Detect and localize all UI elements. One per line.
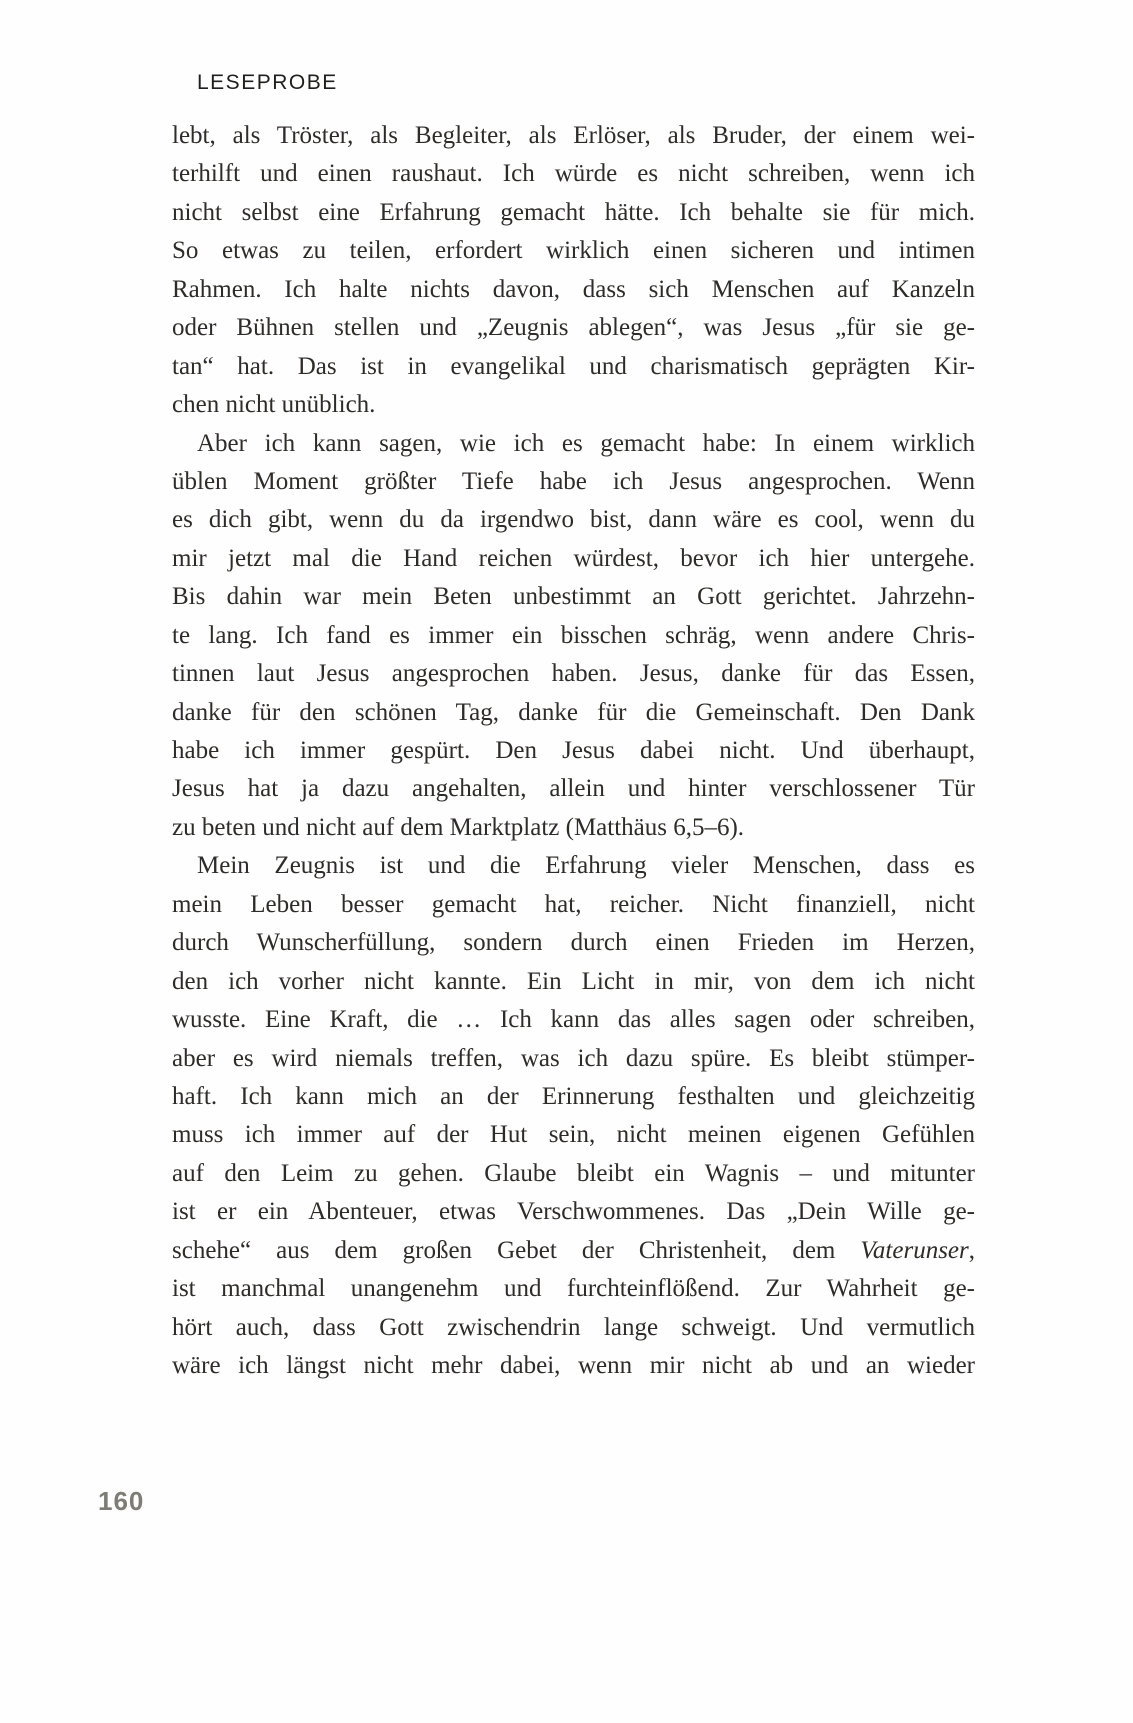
text-line: Rahmen. Ich halte nichts davon, dass sich Menschen auf Kanzeln — [172, 275, 975, 303]
text-line: auf den Leim zu gehen. Glaube bleibt ein Wagnis – und mitunter — [172, 1159, 975, 1187]
text-line: ist er ein Abenteuer, etwas Verschwommenes. Das „Dein Wille ge- — [172, 1198, 975, 1226]
text-line: muss ich immer auf der Hut sein, nicht meinen eigenen Gefühlen — [172, 1121, 975, 1149]
text-segment: schehe“ aus dem großen Gebet der Christenheit, dem — [172, 1236, 861, 1264]
text-line: durch Wunscherfüllung, sondern durch einen Frieden im Herzen, — [172, 929, 975, 957]
text-line: üblen Moment größter Tiefe habe ich Jesus angesprochen. Wenn — [172, 467, 975, 495]
text-line: chen nicht unüblich. — [172, 391, 376, 419]
text-line: wäre ich längst nicht mehr dabei, wenn mir nicht ab und an wieder — [172, 1352, 975, 1379]
body-text — [172, 117, 975, 1385]
text-line: hört auch, dass Gott zwischendrin lange schweigt. Und vermutlich — [172, 1313, 975, 1341]
text-line: Mein Zeugnis ist und die Erfahrung vieler Menschen, dass es — [197, 852, 975, 880]
running-head: LESEPROBE — [197, 71, 338, 94]
page-number: 160 — [98, 1486, 145, 1516]
text-line: lebt, als Tröster, als Begleiter, als Erlöser, als Bruder, der einem wei- — [172, 122, 975, 149]
text-line: wusste. Eine Kraft, die … Ich kann das alles sagen oder schreiben, — [172, 1006, 975, 1034]
text-line: terhilft und einen raushaut. Ich würde es nicht schreiben, wenn ich — [172, 160, 975, 188]
text-line: danke für den schönen Tag, danke für die Gemeinschaft. Den Dank — [172, 698, 975, 726]
text-line: habe ich immer gespürt. Den Jesus dabei nicht. Und überhaupt, — [172, 737, 975, 764]
text-line: tan“ hat. Das ist in evangelikal und charismatisch geprägten Kir- — [172, 352, 975, 380]
text-line: Jesus hat ja dazu angehalten, allein und hinter verschlossener Tür — [172, 775, 975, 803]
text-line: den ich vorher nicht kannte. Ein Licht in mir, von dem ich nicht — [172, 967, 975, 995]
italic-text-segment: Vaterunser — [860, 1236, 969, 1264]
text-line: te lang. Ich fand es immer ein bisschen schräg, wenn andere Chris- — [172, 621, 975, 649]
text-line: So etwas zu teilen, erfordert wirklich einen sicheren und intimen — [172, 237, 975, 265]
text-segment: , — [968, 1236, 975, 1264]
text-line — [172, 1232, 975, 1270]
text-line: oder Bühnen stellen und „Zeugnis ablegen“, was Jesus „für sie ge- — [172, 314, 975, 342]
text-line: tinnen laut Jesus angesprochen haben. Jesus, danke für das Essen, — [172, 660, 975, 688]
text-line: Bis dahin war mein Beten unbestimmt an Gott gerichtet. Jahrzehn- — [172, 583, 975, 611]
text-line: mein Leben besser gemacht hat, reicher. Nicht finanziell, nicht — [172, 890, 975, 918]
text-line: es dich gibt, wenn du da irgendwo bist, dann wäre es cool, wenn du — [172, 506, 975, 534]
text-line: zu beten und nicht auf dem Marktplatz (Matthäus 6,5–6). — [172, 813, 745, 841]
text-line: haft. Ich kann mich an der Erinnerung festhalten und gleichzeitig — [172, 1082, 975, 1110]
text-line: mir jetzt mal die Hand reichen würdest, bevor ich hier untergehe. — [172, 544, 975, 572]
text-line: nicht selbst eine Erfahrung gemacht hätte. Ich behalte sie für mich. — [172, 198, 975, 226]
text-line: aber es wird niemals treffen, was ich dazu spüre. Es bleibt stümper- — [172, 1044, 975, 1072]
text-line: Aber ich kann sagen, wie ich es gemacht habe: In einem wirklich — [197, 429, 975, 457]
text-line: ist manchmal unangenehm und furchteinflößend. Zur Wahrheit ge- — [172, 1275, 975, 1303]
